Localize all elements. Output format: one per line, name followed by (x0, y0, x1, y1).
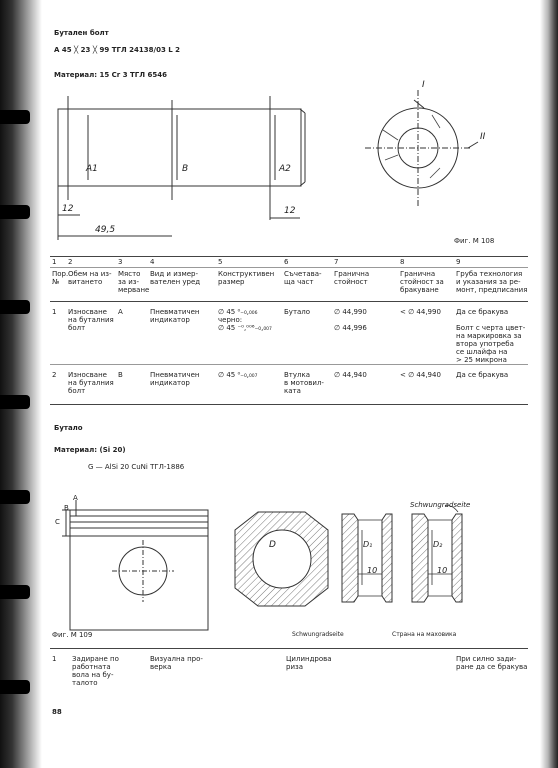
section1-material: Материал: 15 Cr 3 ТГЛ 6546 (54, 71, 167, 79)
col-number: 3 (118, 258, 123, 266)
col-number: 4 (150, 258, 155, 266)
label-a2: A2 (279, 164, 291, 174)
bushing-left-wall (342, 514, 358, 602)
bushing2-right-wall (452, 514, 462, 602)
page-number: 88 (52, 708, 62, 716)
section1-title: Бутален болт (54, 29, 109, 37)
label-b: B (182, 164, 189, 174)
flywheel-side-label: Schwungradseite (410, 501, 471, 509)
header-place: Място за из- мерване (118, 270, 150, 294)
piston-label-b: B (64, 504, 69, 512)
row-no: 2 (52, 371, 57, 379)
bushing-dim-10-left: 10 (367, 566, 378, 575)
piston-cross-section (235, 512, 328, 606)
header-instrument: Вид и измер- вателен уред (150, 270, 201, 286)
header-limit: Гранична стойност (334, 270, 370, 286)
piston-label-a: A (73, 494, 78, 502)
label-a1: A1 (86, 164, 98, 174)
row-mating: Втулка в мотовил- ката (284, 371, 324, 395)
col-number: 5 (218, 258, 223, 266)
section2-material: Материал: (Si 20) (54, 446, 126, 454)
bushing2-left-wall (412, 514, 428, 602)
col-number: 7 (334, 258, 339, 266)
row-reject: < ∅ 44,990 (400, 308, 441, 316)
section1-spec: А 45 ╳ 23 ╳ 99 ТГЛ 24138/03 L 2 (54, 46, 181, 54)
col-number: 8 (400, 258, 405, 266)
dim-left: 12 (62, 204, 74, 214)
bushing-right-wall (382, 514, 392, 602)
bushing-dim-10-right: 10 (437, 566, 448, 575)
row-no: 1 (52, 655, 57, 663)
view-label-2: II (480, 132, 486, 142)
row-wear: Износване на буталния болт (68, 371, 114, 395)
row-notes: Да се бракува (456, 371, 509, 379)
row-instrument: Визуална про- верка (150, 655, 203, 671)
caption-flywheel-side-bg: Страна на маховика (392, 631, 457, 638)
row-instrument: Пневматичен индикатор (150, 308, 200, 324)
col-number: 2 (68, 258, 73, 266)
dim-right: 12 (284, 206, 296, 216)
row-mating: Цилиндрова риза (286, 655, 332, 671)
row-place: В (118, 371, 123, 379)
header-wear: Обем на из- витането (68, 270, 112, 286)
piston-label-c: C (55, 518, 60, 526)
row-reject: < ∅ 44,940 (400, 371, 441, 379)
view-label-1: I (422, 80, 425, 90)
bushing-label-d1: D₁ (363, 540, 373, 549)
row-place: А (118, 308, 123, 316)
piston-label-d: D (269, 540, 276, 550)
header-reject: Гранична стойност за бракуване (400, 270, 444, 294)
header-notes: Груба технология и указания за ре- монт, предписания (456, 270, 528, 294)
caption-flywheel-side-de: Schwungradseite (292, 631, 344, 638)
section2-title: Бутало (54, 424, 83, 432)
row-no: 1 (52, 308, 57, 316)
header-mating: Съчетава- ща част (284, 270, 322, 286)
row-notes: При силно зади- ране да се бракува (456, 655, 528, 671)
col-number: 1 (52, 258, 57, 266)
row-size: ∅ 45 ⁰₋₀,₀₀₆ черно: ∅ 45 ⁻⁰,⁰⁰⁶₋₀,₀₀₇ (218, 308, 272, 332)
figure-caption-2: Фиг. М 109 (52, 631, 93, 639)
col-number: 6 (284, 258, 289, 266)
row-wear: Износване на буталния болт (68, 308, 114, 332)
dim-total: 49,5 (95, 225, 116, 235)
row-size: ∅ 45 ⁰₋₀,₀₀₇ (218, 371, 258, 379)
header-size: Конструктивен размер (218, 270, 275, 286)
row-notes: Да се бракува Болт с черта цвет- на маркировка за втора употреба се шлайфа на > 25 микрона (456, 308, 526, 364)
row-instrument: Пневматичен индикатор (150, 371, 200, 387)
col-number: 9 (456, 258, 461, 266)
row-wear: Задиране по работната вола на бу- талото (72, 655, 119, 687)
header-no: Пор. № (52, 270, 69, 286)
row-limit: ∅ 44,940 (334, 371, 367, 379)
row-limit: ∅ 44,990 ∅ 44,996 (334, 308, 367, 332)
figure-caption-1: Фиг. М 108 (454, 237, 495, 245)
bushing-label-d2: D₂ (433, 540, 443, 549)
table2-top-rule (50, 648, 528, 649)
section2-alloy: G — AlSi 20 CuNi ТГЛ-1886 (88, 463, 185, 471)
row-mating: Бутало (284, 308, 311, 316)
